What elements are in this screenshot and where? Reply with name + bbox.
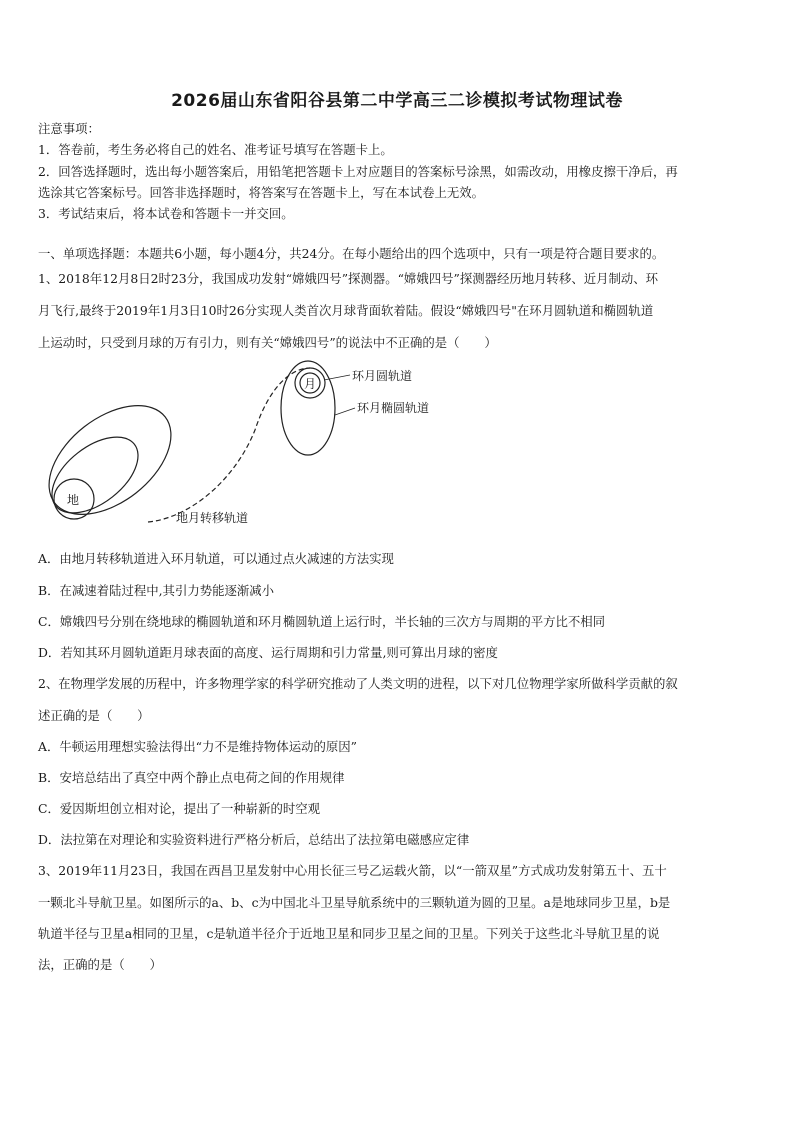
question-1-option-c[interactable]: C．嫦娥四号分别在绕地球的椭圆轨道和环月椭圆轨道上运行时，半长轴的三次方与周期的平方比不相同 — [38, 614, 606, 629]
moon-label: 月 — [304, 377, 317, 391]
label-leader-ellipse — [335, 408, 355, 415]
elliptical-orbit-label: 环月椭圆轨道 — [357, 401, 430, 415]
question-3-stem: 一颗北斗导航卫星。如图所示的a、b、c为中国北斗卫星导航系统中的三颗轨道为圆的卫星。a是地球同步卫星，b是 — [38, 895, 671, 910]
earth-label: 地 — [67, 493, 80, 507]
earth-moon-transfer-orbit — [148, 368, 310, 522]
earth-inner-orbit — [38, 422, 151, 528]
question-2-option-c[interactable]: C．爱因斯坦创立相对论，提出了一种崭新的时空观 — [38, 801, 321, 816]
question-1-option-b[interactable]: B．在减速着陆过程中,其引力势能逐渐减小 — [38, 583, 275, 598]
question-2-option-d[interactable]: D．法拉第在对理论和实验资料进行严格分析后，总结出了法拉第电磁感应定律 — [38, 832, 470, 847]
notice-heading: 注意事项： — [38, 121, 100, 136]
question-3-stem: 3、2019年11月23日，我国在西昌卫星发射中心用长征三号乙运载火箭，以“一箭双星”方式成功发射第五十、五十 — [38, 863, 667, 878]
notice-item: 3．考试结束后，将本试卷和答题卡一并交回。 — [38, 206, 294, 221]
question-1-stem: 月飞行,最终于2019年1月3日10时26分实现人类首次月球背面软着陆。假设“嫦娥四号"在环月圆轨道和椭圆轨道 — [38, 303, 654, 318]
question-2-stem: 述正确的是（ ） — [38, 708, 150, 723]
moon-elliptical-orbit — [281, 361, 335, 455]
question-3-stem: 轨道半径与卫星a相同的卫星，c是轨道半径介于近地卫星和同步卫星之间的卫星。下列关于这些北斗导航卫星的说 — [38, 926, 660, 941]
notice-item: 1．答卷前，考生务必将自己的姓名、准考证号填写在答题卡上。 — [38, 142, 393, 157]
question-1-option-d[interactable]: D．若知其环月圆轨道距月球表面的高度、运行周期和引力常量,则可算出月球的密度 — [38, 645, 498, 660]
transfer-orbit-label: 地月转移轨道 — [176, 511, 249, 525]
question-1-option-a[interactable]: A．由地月转移轨道进入环月轨道，可以通过点火减速的方法实现 — [38, 551, 394, 566]
notice-item: 选涂其它答案标号。回答非选择题时，将答案写在答题卡上，写在本试卷上无效。 — [38, 185, 485, 200]
earth-outer-orbit — [30, 384, 191, 535]
circular-orbit-label: 环月圆轨道 — [352, 369, 413, 383]
question-2-option-a[interactable]: A．牛顿运用理想实验法得出“力不是维持物体运动的原因” — [38, 739, 357, 754]
question-2-stem: 2、在物理学发展的历程中，许多物理学家的科学研究推动了人类文明的进程，以下对几位物理学家所做科学贡献的叙 — [38, 676, 678, 691]
orbit-diagram — [30, 360, 450, 535]
notice-item: 2．回答选择题时，选出每小题答案后，用铅笔把答题卡上对应题目的答案标号涂黑，如需改动，用橡皮擦干净后，再 — [38, 164, 678, 179]
question-1-stem: 上运动时，只受到月球的万有引力，则有关“嫦娥四号”的说法中不正确的是（ ） — [38, 335, 497, 350]
question-1-stem: 1、2018年12月8日2时23分，我国成功发射“嫦娥四号”探测器。“嫦娥四号”探测器经历地月转移、近月制动、环 — [38, 271, 659, 286]
section-header: 一、单项选择题：本题共6小题，每小题4分，共24分。在每小题给出的四个选项中，只有一项是符合题目要求的。 — [38, 246, 665, 261]
page-title: 2026届山东省阳谷县第二中学高三二诊模拟考试物理试卷 — [171, 91, 623, 111]
question-3-stem: 法，正确的是（ ） — [38, 957, 162, 972]
question-2-option-b[interactable]: B．安培总结出了真空中两个静止点电荷之间的作用规律 — [38, 770, 345, 785]
